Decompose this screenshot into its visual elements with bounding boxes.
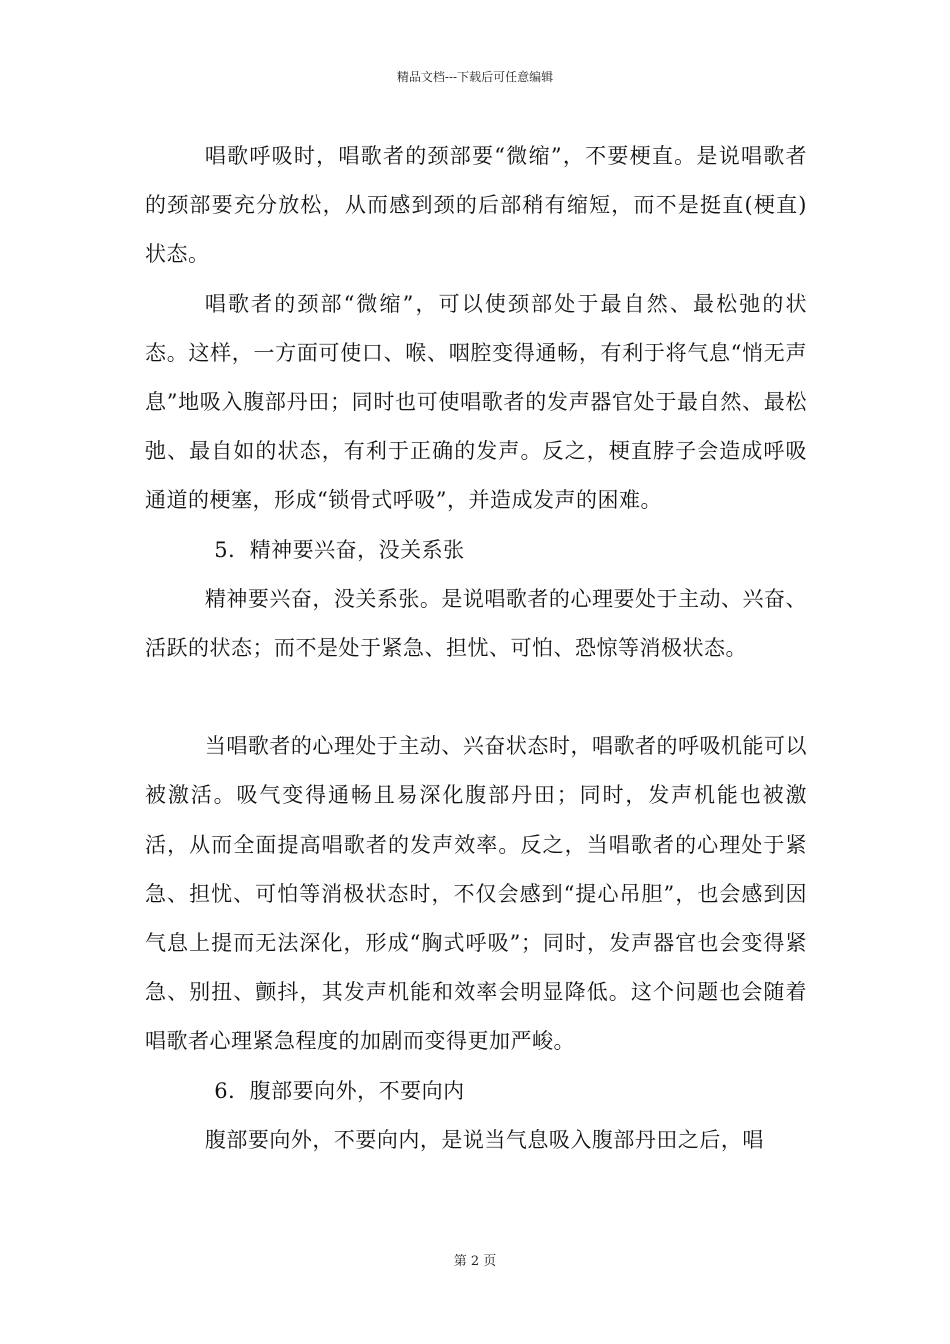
document-body bbox=[145, 132, 807, 1165]
paragraph-neck-benefits: 唱歌者的颈部“微缩”，可以使颈部处于最自然、最松弛的状态。这样，一方面可使口、喉、咽腔变得通畅，有利于将气息“悄无声息”地吸入腹部丹田；同时也可使唱歌者的发声器官处于最自然、最松弛、最自如的状态，有利于正确的发声。反之，梗直脖子会造成呼吸通道的梗塞，形成“锁骨式呼吸”，并造成发声的困难。 bbox=[145, 291, 807, 513]
section-heading-5: 5．精神要兴奋，没关系张 bbox=[214, 537, 465, 562]
section-heading-6: 6．腹部要向外，不要向内 bbox=[214, 1078, 465, 1103]
paragraph-psychology-effects: 当唱歌者的心理处于主动、兴奋状态时，唱歌者的呼吸机能可以被激活。吸气变得通畅且易深化腹部丹田；同时，发声机能也被激活，从而全面提高唱歌者的发声效率。反之，当唱歌者的心理处于紧急、担忧、可怕等消极状态时，不仅会感到“提心吊胆”，也会感到因气息上提而无法深化，形成“胸式呼吸”；同时，发声器官也会变得紧急、别扭、颤抖，其发声机能和效率会明显降低。这个问题也会随着唱歌者心理紧急程度的加剧而变得更加严峻。 bbox=[145, 734, 807, 1054]
page-header: 精品文档---下载后可任意编辑 bbox=[396, 70, 554, 84]
page-number: 第 2 页 bbox=[453, 1254, 497, 1269]
paragraph-neck-relax: 唱歌呼吸时，唱歌者的颈部要“微缩”，不要梗直。是说唱歌者的颈部要充分放松，从而感到颈的后部稍有缩短，而不是挺直(梗直)状态。 bbox=[145, 144, 807, 267]
paragraph-abdomen-outward: 腹部要向外，不要向内，是说当气息吸入腹部丹田之后，唱 bbox=[204, 1127, 764, 1152]
blank-line bbox=[145, 673, 807, 722]
paragraph-spirit-excited: 精神要兴奋，没关系张。是说唱歌者的心理要处于主动、兴奋、活跃的状态；而不是处于紧急、担忧、可怕、恐惊等消极状态。 bbox=[145, 586, 807, 661]
